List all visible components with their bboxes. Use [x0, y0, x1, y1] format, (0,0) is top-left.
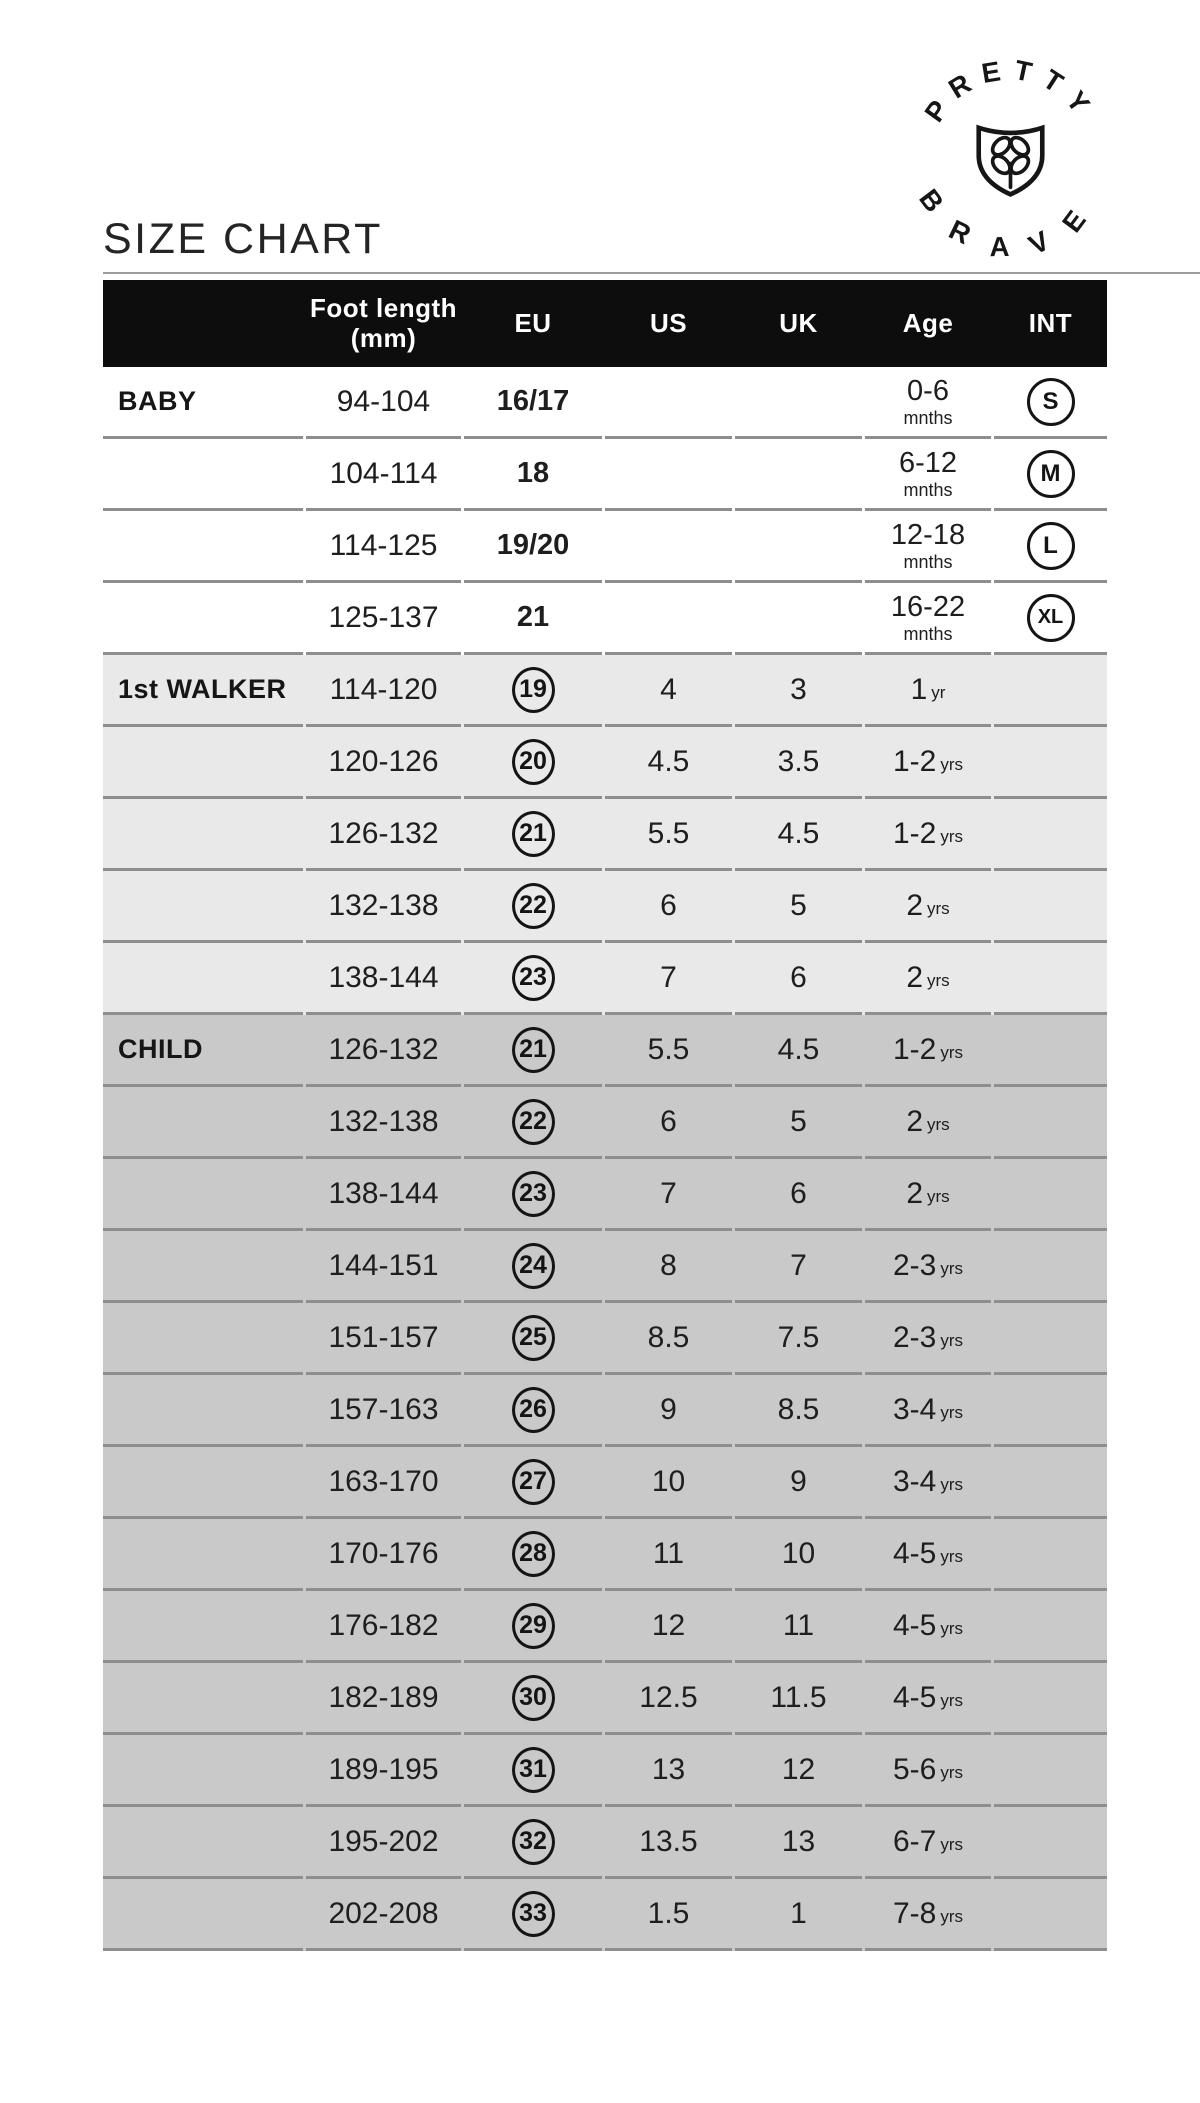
age-cell: 1-2 yrs — [865, 799, 991, 871]
uk-cell: 6 — [735, 1159, 862, 1231]
foot-length-cell: 138-144 — [306, 943, 461, 1015]
int-cell — [994, 1159, 1107, 1231]
age-cell: 4-5 yrs — [865, 1591, 991, 1663]
int-size-circle: S — [1027, 378, 1075, 426]
category-cell — [103, 1879, 303, 1951]
table-row-first-walker — [103, 871, 1107, 943]
category-cell — [103, 1231, 303, 1303]
table-row-child — [103, 1519, 1107, 1591]
category-cell — [103, 655, 303, 727]
eu-size-circle: 31 — [512, 1747, 555, 1793]
us-cell — [605, 367, 732, 439]
eu-cell — [464, 1807, 602, 1879]
age-value-stacked: 12-18 mnths — [890, 518, 966, 572]
us-cell: 12 — [605, 1591, 732, 1663]
category-cell — [103, 1015, 303, 1087]
table-row-baby — [103, 511, 1107, 583]
table-row-child — [103, 1807, 1107, 1879]
clover-icon — [989, 134, 1031, 187]
table-row-child — [103, 1159, 1107, 1231]
age-cell: 2-3 yrs — [865, 1231, 991, 1303]
table-row-first-walker — [103, 727, 1107, 799]
eu-size-circle: 28 — [512, 1531, 555, 1577]
int-cell — [994, 799, 1107, 871]
uk-cell — [735, 367, 862, 439]
uk-cell — [735, 511, 862, 583]
eu-cell — [464, 1159, 602, 1231]
category-cell — [103, 1519, 303, 1591]
size-table — [103, 280, 1107, 1951]
foot-length-cell: 132-138 — [306, 1087, 461, 1159]
int-cell — [994, 871, 1107, 943]
category-cell — [103, 1735, 303, 1807]
us-cell: 4 — [605, 655, 732, 727]
age-cell: 4-5 yrs — [865, 1663, 991, 1735]
uk-cell: 6 — [735, 943, 862, 1015]
eu-cell — [464, 1519, 602, 1591]
int-cell — [994, 1015, 1107, 1087]
section-label: 1st WALKER — [118, 674, 287, 704]
us-cell: 12.5 — [605, 1663, 732, 1735]
foot-length-cell: 114-125 — [306, 511, 461, 583]
column-header-foot-length: Foot length (mm) — [309, 292, 457, 353]
foot-length-cell: 202-208 — [306, 1879, 461, 1951]
eu-cell — [464, 1663, 602, 1735]
eu-cell — [464, 1087, 602, 1159]
age-cell: 2 yrs — [865, 1159, 991, 1231]
uk-cell: 11.5 — [735, 1663, 862, 1735]
column-header-us: US — [649, 307, 688, 338]
us-cell: 6 — [605, 1087, 732, 1159]
int-size-circle: M — [1027, 450, 1075, 498]
eu-size-circle: 19 — [512, 667, 555, 713]
category-cell — [103, 1591, 303, 1663]
foot-length-cell: 104-114 — [306, 439, 461, 511]
int-cell — [994, 1303, 1107, 1375]
category-cell — [103, 511, 303, 583]
category-cell — [103, 943, 303, 1015]
int-cell — [994, 943, 1107, 1015]
int-cell — [994, 1879, 1107, 1951]
us-cell: 6 — [605, 871, 732, 943]
eu-size-circle: 24 — [512, 1243, 555, 1289]
brand-text-top: PRETTY — [918, 55, 1103, 128]
table-row-child — [103, 1447, 1107, 1519]
category-cell — [103, 1303, 303, 1375]
table-row-child — [103, 1087, 1107, 1159]
table-row-child — [103, 1591, 1107, 1663]
eu-cell — [464, 799, 602, 871]
foot-length-cell: 163-170 — [306, 1447, 461, 1519]
us-cell: 5.5 — [605, 799, 732, 871]
column-header-age: Age — [902, 307, 954, 338]
table-row-child — [103, 1231, 1107, 1303]
page-title: SIZE CHART — [103, 215, 383, 263]
age-cell: 2 yrs — [865, 943, 991, 1015]
us-cell: 10 — [605, 1447, 732, 1519]
uk-cell: 5 — [735, 871, 862, 943]
table-row-first-walker — [103, 943, 1107, 1015]
uk-cell: 9 — [735, 1447, 862, 1519]
table-row-child — [103, 1303, 1107, 1375]
us-cell: 13 — [605, 1735, 732, 1807]
table-row-first-walker — [103, 799, 1107, 871]
category-cell — [103, 1375, 303, 1447]
int-cell — [994, 1087, 1107, 1159]
age-value-stacked: 0-6 mnths — [903, 374, 953, 428]
uk-cell: 12 — [735, 1735, 862, 1807]
eu-cell — [464, 1735, 602, 1807]
table-top-rule — [103, 272, 1200, 274]
int-cell — [994, 1663, 1107, 1735]
int-cell — [994, 439, 1107, 511]
uk-cell: 7.5 — [735, 1303, 862, 1375]
foot-length-cell: 176-182 — [306, 1591, 461, 1663]
uk-cell: 11 — [735, 1591, 862, 1663]
foot-length-cell: 182-189 — [306, 1663, 461, 1735]
eu-cell — [464, 583, 602, 655]
brand-logo — [908, 55, 1113, 260]
foot-length-cell: 132-138 — [306, 871, 461, 943]
int-cell — [994, 367, 1107, 439]
age-cell — [865, 439, 991, 511]
int-size-circle: L — [1027, 522, 1075, 570]
eu-size-circle: 20 — [512, 739, 555, 785]
category-cell — [103, 799, 303, 871]
eu-size-circle: 22 — [512, 883, 555, 929]
foot-length-cell: 114-120 — [306, 655, 461, 727]
category-cell — [103, 439, 303, 511]
foot-length-cell: 144-151 — [306, 1231, 461, 1303]
uk-cell — [735, 439, 862, 511]
int-cell — [994, 1735, 1107, 1807]
age-cell: 1-2 yrs — [865, 727, 991, 799]
category-cell — [103, 1663, 303, 1735]
age-cell: 2 yrs — [865, 1087, 991, 1159]
category-cell — [103, 727, 303, 799]
eu-cell — [464, 871, 602, 943]
eu-size-bold: 16/17 — [496, 385, 570, 417]
foot-length-cell: 126-132 — [306, 1015, 461, 1087]
us-cell: 11 — [605, 1519, 732, 1591]
us-cell: 8.5 — [605, 1303, 732, 1375]
us-cell: 9 — [605, 1375, 732, 1447]
age-cell: 2 yrs — [865, 871, 991, 943]
eu-cell — [464, 1375, 602, 1447]
category-cell — [103, 1087, 303, 1159]
table-row-child — [103, 1735, 1107, 1807]
eu-cell — [464, 1591, 602, 1663]
eu-size-circle: 33 — [512, 1891, 555, 1937]
eu-size-bold: 19/20 — [496, 529, 570, 561]
uk-cell: 4.5 — [735, 1015, 862, 1087]
uk-cell: 8.5 — [735, 1375, 862, 1447]
foot-length-cell: 170-176 — [306, 1519, 461, 1591]
eu-cell — [464, 1015, 602, 1087]
eu-cell — [464, 1231, 602, 1303]
age-cell — [865, 583, 991, 655]
brand-text-bottom: BRAVE — [913, 183, 1108, 260]
section-label: BABY — [118, 386, 197, 416]
uk-cell: 3 — [735, 655, 862, 727]
eu-size-circle: 23 — [512, 955, 555, 1001]
foot-length-cell: 189-195 — [306, 1735, 461, 1807]
age-cell: 1-2 yrs — [865, 1015, 991, 1087]
eu-size-circle: 22 — [512, 1099, 555, 1145]
uk-cell: 7 — [735, 1231, 862, 1303]
column-header-eu: EU — [514, 307, 552, 338]
age-cell: 1 yr — [865, 655, 991, 727]
foot-length-cell: 157-163 — [306, 1375, 461, 1447]
uk-cell: 1 — [735, 1879, 862, 1951]
table-row-child — [103, 1015, 1107, 1087]
age-cell: 5-6 yrs — [865, 1735, 991, 1807]
size-table-body — [103, 367, 1107, 1951]
age-cell: 7-8 yrs — [865, 1879, 991, 1951]
uk-cell: 3.5 — [735, 727, 862, 799]
column-header-category — [103, 280, 303, 367]
eu-cell — [464, 727, 602, 799]
eu-size-circle: 30 — [512, 1675, 555, 1721]
us-cell — [605, 583, 732, 655]
column-header-int: INT — [1028, 307, 1073, 338]
category-cell — [103, 1807, 303, 1879]
category-cell — [103, 1447, 303, 1519]
age-cell — [865, 511, 991, 583]
eu-cell — [464, 439, 602, 511]
foot-length-cell: 195-202 — [306, 1807, 461, 1879]
eu-cell — [464, 655, 602, 727]
table-row-baby — [103, 439, 1107, 511]
eu-size-circle: 25 — [512, 1315, 555, 1361]
table-row-child — [103, 1375, 1107, 1447]
age-cell: 6-7 yrs — [865, 1807, 991, 1879]
eu-size-circle: 27 — [512, 1459, 555, 1505]
int-cell — [994, 1807, 1107, 1879]
age-cell — [865, 367, 991, 439]
table-row-first-walker — [103, 655, 1107, 727]
age-cell: 4-5 yrs — [865, 1519, 991, 1591]
int-cell — [994, 655, 1107, 727]
eu-size-circle: 26 — [512, 1387, 555, 1433]
int-cell — [994, 1231, 1107, 1303]
eu-size-circle: 21 — [512, 811, 555, 857]
eu-size-circle: 32 — [512, 1819, 555, 1865]
age-value-stacked: 6-12 mnths — [898, 446, 958, 500]
int-cell — [994, 727, 1107, 799]
table-row-child — [103, 1879, 1107, 1951]
int-cell — [994, 1375, 1107, 1447]
table-header-row — [103, 280, 1107, 367]
eu-cell — [464, 943, 602, 1015]
eu-size-circle: 29 — [512, 1603, 555, 1649]
us-cell: 7 — [605, 943, 732, 1015]
eu-cell — [464, 1447, 602, 1519]
category-cell — [103, 583, 303, 655]
eu-size-bold: 18 — [516, 457, 550, 489]
eu-size-bold: 21 — [516, 601, 550, 633]
int-size-circle: XL — [1027, 594, 1075, 642]
int-cell — [994, 1591, 1107, 1663]
age-cell: 2-3 yrs — [865, 1303, 991, 1375]
us-cell — [605, 439, 732, 511]
us-cell: 1.5 — [605, 1879, 732, 1951]
category-cell — [103, 1159, 303, 1231]
us-cell: 13.5 — [605, 1807, 732, 1879]
uk-cell: 10 — [735, 1519, 862, 1591]
foot-length-cell: 151-157 — [306, 1303, 461, 1375]
age-cell: 3-4 yrs — [865, 1375, 991, 1447]
age-value-stacked: 16-22 mnths — [890, 590, 966, 644]
foot-length-cell: 138-144 — [306, 1159, 461, 1231]
age-cell: 3-4 yrs — [865, 1447, 991, 1519]
category-cell — [103, 367, 303, 439]
table-row-baby — [103, 583, 1107, 655]
column-header-uk: UK — [779, 307, 818, 338]
table-row-child — [103, 1663, 1107, 1735]
eu-cell — [464, 1303, 602, 1375]
us-cell — [605, 511, 732, 583]
category-cell — [103, 871, 303, 943]
uk-cell: 13 — [735, 1807, 862, 1879]
section-label: CHILD — [118, 1034, 203, 1064]
uk-cell: 5 — [735, 1087, 862, 1159]
uk-cell — [735, 583, 862, 655]
int-cell — [994, 1519, 1107, 1591]
foot-length-cell: 94-104 — [306, 367, 461, 439]
foot-length-cell: 126-132 — [306, 799, 461, 871]
int-cell — [994, 1447, 1107, 1519]
us-cell: 8 — [605, 1231, 732, 1303]
foot-length-cell: 120-126 — [306, 727, 461, 799]
eu-cell — [464, 367, 602, 439]
us-cell: 4.5 — [605, 727, 732, 799]
eu-cell — [464, 1879, 602, 1951]
table-row-baby — [103, 367, 1107, 439]
us-cell: 5.5 — [605, 1015, 732, 1087]
us-cell: 7 — [605, 1159, 732, 1231]
foot-length-cell: 125-137 — [306, 583, 461, 655]
int-cell — [994, 511, 1107, 583]
eu-size-circle: 21 — [512, 1027, 555, 1073]
uk-cell: 4.5 — [735, 799, 862, 871]
eu-size-circle: 23 — [512, 1171, 555, 1217]
eu-cell — [464, 511, 602, 583]
int-cell — [994, 583, 1107, 655]
